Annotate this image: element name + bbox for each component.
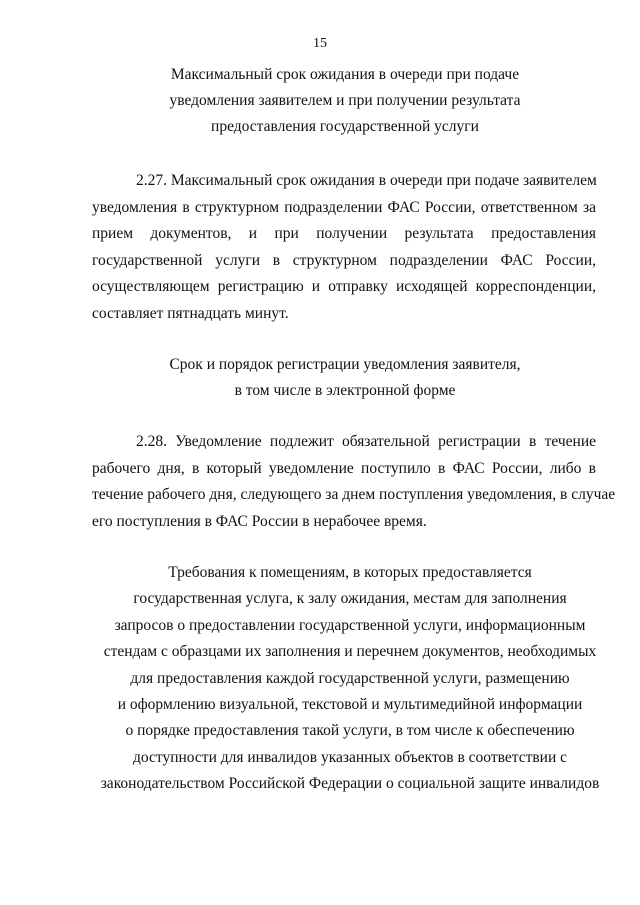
paragraph-line: государственной услуги в структурном подразделении ФАС России, xyxy=(92,251,596,269)
paragraph-2-27 xyxy=(92,168,596,328)
paragraph-line: течение рабочего дня, следующего за днем поступления уведомления, в случае xyxy=(92,486,616,504)
paragraph-line: 2.28. Уведомление подлежит обязательной регистрации в течение xyxy=(136,433,596,450)
heading-line: предоставления государственной услуги xyxy=(211,118,479,135)
heading-line: государственная услуга, к залу ожидания, местам для заполнения xyxy=(133,590,567,608)
heading-line: и оформлению визуальной, текстовой и мультимедийной информации xyxy=(117,696,583,714)
paragraph-line: осуществляющем регистрацию и отправку исходящей корреспонденции, xyxy=(92,278,596,296)
paragraph-line: рабочего дня, в который уведомление поступило в ФАС России, либо в xyxy=(92,459,596,477)
paragraph-line: его поступления в ФАС России в нерабочее время. xyxy=(92,512,427,530)
section-heading-registration xyxy=(90,352,600,404)
heading-line: для предоставления каждой государственной услуги, размещению xyxy=(130,669,570,687)
paragraph-line: уведомления в структурном подразделении ФАС России, ответственном за xyxy=(92,198,596,216)
heading-line: запросов о предоставлении государственной услуги, информационным xyxy=(114,616,586,634)
heading-line: Срок и порядок регистрации уведомления заявителя, xyxy=(169,356,521,373)
section-heading-premises-requirements xyxy=(60,560,640,798)
paragraph-line: прием документов, и при получении результата предоставления xyxy=(92,225,596,243)
heading-line: Максимальный срок ожидания в очереди при подаче xyxy=(170,66,520,83)
heading-line: Требования к помещениям, в которых предоставляется xyxy=(168,564,532,581)
heading-line: в том числе в электронной форме xyxy=(234,382,456,399)
paragraph-line: 2.27. Максимальный срок ожидания в очереди при подаче заявителем xyxy=(136,172,597,189)
paragraph-2-28 xyxy=(92,429,616,535)
heading-line: стендам с образцами их заполнения и перечнем документов, необходимых xyxy=(103,643,597,661)
section-heading-queue-time xyxy=(90,62,600,140)
heading-line: доступности для инвалидов указанных объектов в соответствии с xyxy=(132,748,568,766)
heading-line: уведомления заявителем и при получении результата xyxy=(169,92,521,109)
heading-line: законодательством Российской Федерации о социальной защите инвалидов xyxy=(100,775,600,793)
paragraph-line: составляет пятнадцать минут. xyxy=(92,304,289,322)
heading-line: о порядке предоставления такой услуги, в том числе к обеспечению xyxy=(125,722,575,740)
page-number: 15 xyxy=(313,36,327,51)
